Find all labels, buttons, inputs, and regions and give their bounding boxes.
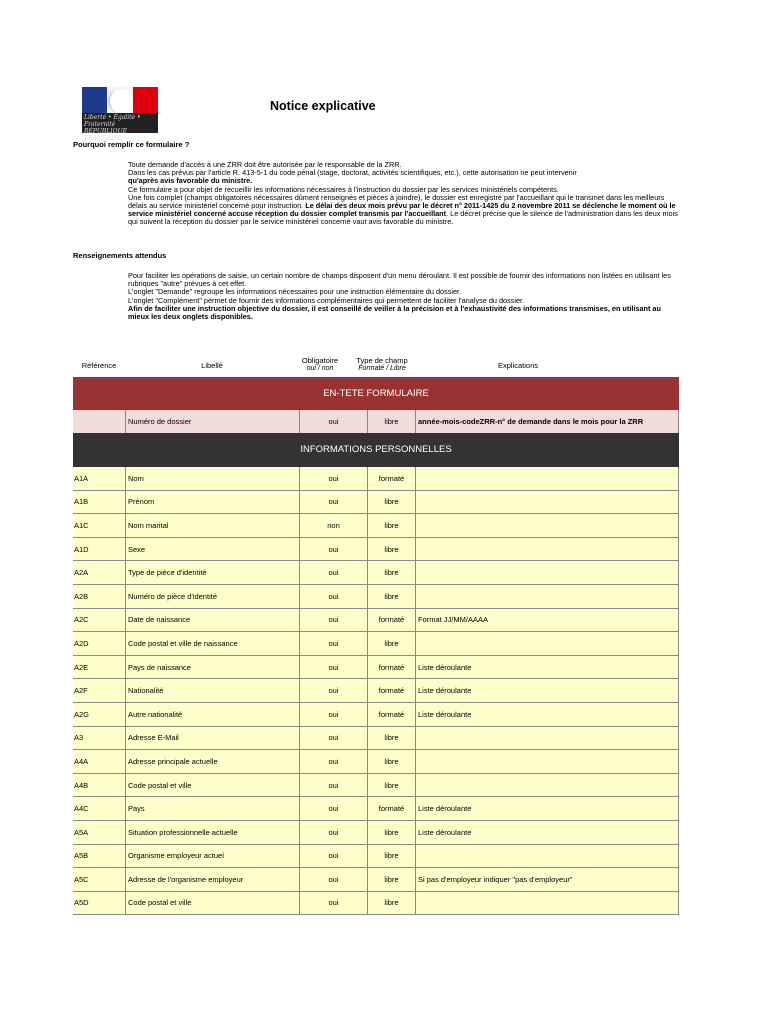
reference-cell: A3 <box>74 733 84 743</box>
republique-francaise-logo <box>82 87 158 142</box>
reference-cell: A4B <box>74 780 89 790</box>
table-row <box>73 845 679 869</box>
explications-cell <box>415 632 679 655</box>
obligatoire-cell: oui <box>299 750 367 773</box>
libelle-cell: Adresse principale actuelle <box>125 750 299 773</box>
libelle-cell: Code postal et ville <box>125 892 299 915</box>
table-row <box>73 491 679 515</box>
table-row <box>73 727 679 751</box>
type-cell: formaté <box>367 656 415 679</box>
explications-cell <box>415 561 679 584</box>
table-row <box>73 585 679 609</box>
paragraph: L'onglet "Complément" permet de fournir des informations complémentaires qui permettent de faciliter l'analyse du dossier. <box>128 295 525 305</box>
explications-cell <box>415 538 679 561</box>
type-cell: formaté <box>367 703 415 726</box>
explications-cell <box>415 467 679 490</box>
table-row <box>73 467 679 491</box>
obligatoire-cell: oui <box>299 679 367 702</box>
col-header-reference: Référence <box>81 361 117 370</box>
obligatoire-cell: oui <box>299 609 367 632</box>
reference-cell: A5B <box>74 851 89 861</box>
type-cell: libre <box>367 585 415 608</box>
personal-info-table <box>73 467 679 915</box>
paragraph: Pour faciliter les opérations de saisie, un certain nombre de champs disposent d'un menu déroulant. Il est possible de fournir des informations non listées en utilisant les rubriques "autre" prévues à cet effet. <box>128 271 671 289</box>
table-row <box>73 514 679 538</box>
libelle-cell: Code postal et ville <box>125 774 299 797</box>
obligatoire-cell: non <box>299 514 367 537</box>
explications-cell: Liste déroulante <box>415 679 679 702</box>
table-row-dossier: Numéro de dossier oui libre année-mois-codeZRR-n° de demande dans le mois pour la ZRR <box>73 410 679 433</box>
type-cell: libre <box>367 491 415 514</box>
libelle-cell: Autre nationalité <box>125 703 299 726</box>
obligatoire-cell: oui <box>299 774 367 797</box>
libelle-cell: Nationalité <box>125 679 299 702</box>
table-row <box>73 797 679 821</box>
reference-cell: A5D <box>74 898 89 908</box>
table-row <box>73 868 679 892</box>
obligatoire-cell: oui <box>299 467 367 490</box>
obligatoire-cell: oui <box>299 797 367 820</box>
reference-cell: A1B <box>74 497 89 507</box>
table-row <box>73 774 679 798</box>
reference-cell: A1A <box>74 473 89 483</box>
obligatoire-cell: oui <box>299 538 367 561</box>
explications-cell <box>415 514 679 537</box>
section-heading-info: Renseignements attendus <box>73 251 167 260</box>
obligatoire-cell: oui <box>299 703 367 726</box>
libelle-cell: Adresse E-Mail <box>125 727 299 750</box>
section-why-text <box>128 161 680 227</box>
libelle-cell: Situation professionnelle actuelle <box>125 821 299 844</box>
libelle-cell: Code postal et ville de naissance <box>125 632 299 655</box>
paragraph: Toute demande d'accès à une ZRR doit être autorisée par le responsable de la ZRR. <box>128 160 402 169</box>
type-cell: libre <box>367 845 415 868</box>
type-cell: libre <box>367 561 415 584</box>
obligatoire-cell: oui <box>299 585 367 608</box>
explications-cell: Liste déroulante <box>415 656 679 679</box>
obligatoire-cell: oui <box>299 821 367 844</box>
marianne-profile-icon <box>108 89 132 113</box>
table-row <box>73 821 679 845</box>
obligatoire-cell: oui <box>299 892 367 915</box>
logo-motto: Liberté • Égalité • Fraternité RÉPUBLIQUE FRANÇAISE <box>82 113 158 133</box>
paragraph: Une fois complet (champs obligatoires nécessaires dûment renseignés et pièces à joindre), le dossier est enregistré par l'accueillant qui le transmet dans les meilleurs délais au service ministériel concerné pour instruction. Le délai des deux mois prévu par le décret n° 2011-1425 du 2 novembre 2011 se déclenche le moment où le service ministériel concerné accuse réception du dossier complet transmis par l'accueillant. Le décret précise que le silence de l'administration dans les deux mois qui suivent la réception du dossier par le service ministériel concerné vaut avis favorable du ministre. <box>128 192 678 227</box>
type-cell: libre <box>367 821 415 844</box>
obligatoire-cell: oui <box>299 561 367 584</box>
reference-cell: A2D <box>74 638 89 648</box>
type-cell: formaté <box>367 679 415 702</box>
paragraph: Ce formulaire a pour objet de recueillir les informations nécessaires à l'instruction du dossier par les services ministériels compétents. <box>128 184 559 194</box>
col-header-explications: Explications <box>497 361 539 370</box>
libelle-cell: Date de naissance <box>125 609 299 632</box>
type-cell: libre <box>367 727 415 750</box>
explications-cell <box>415 892 679 915</box>
obligatoire-cell: oui <box>299 491 367 514</box>
type-cell: libre <box>367 514 415 537</box>
reference-cell: A2A <box>74 568 89 578</box>
reference-cell: A4A <box>74 756 89 766</box>
paragraph: qu'après avis favorable du ministre. <box>128 176 253 186</box>
explications-cell <box>415 585 679 608</box>
obligatoire-cell: oui <box>299 845 367 868</box>
table-row <box>73 632 679 656</box>
section-band-entete: EN-TETE FORMULAIRE <box>73 377 679 410</box>
libelle-cell: Sexe <box>125 538 299 561</box>
col-header-libelle: Libellé <box>201 361 223 370</box>
paragraph: L'onglet "Demande" regroupe les informations nécessaires pour une instruction élémentaire du dossier. <box>128 287 462 297</box>
type-cell: libre <box>367 632 415 655</box>
libelle-cell: Nom <box>125 467 299 490</box>
reference-cell: A2F <box>74 686 88 696</box>
reference-cell: A2G <box>74 709 90 719</box>
table-row <box>73 750 679 774</box>
table-row <box>73 679 679 703</box>
type-cell: libre <box>367 774 415 797</box>
table-row <box>73 892 679 916</box>
reference-cell: A5C <box>74 874 89 884</box>
table-row <box>73 703 679 727</box>
table-row <box>73 656 679 680</box>
explications-cell: Liste déroulante <box>415 703 679 726</box>
section-band-personnelles: INFORMATIONS PERSONNELLES <box>73 433 679 467</box>
explications-cell <box>415 774 679 797</box>
libelle-cell: Type de pièce d'identité <box>125 561 299 584</box>
type-cell: formaté <box>367 467 415 490</box>
table-row <box>73 561 679 585</box>
libelle-cell: Pays de naissance <box>125 656 299 679</box>
explications-cell <box>415 845 679 868</box>
explications-cell: Liste déroulante <box>415 821 679 844</box>
type-cell: libre <box>367 868 415 891</box>
obligatoire-cell: oui <box>299 632 367 655</box>
libelle-cell: Adresse de l'organisme employeur <box>125 868 299 891</box>
obligatoire-cell: oui <box>299 868 367 891</box>
libelle-cell: Prénom <box>125 491 299 514</box>
libelle-cell: Numéro de pièce d'identité <box>125 585 299 608</box>
reference-cell: A4C <box>74 804 89 814</box>
reference-cell: A2E <box>74 662 89 672</box>
paragraph: Afin de faciliter une instruction objective du dossier, il est conseillé de veiller à la précision et à l'exhaustivité des informations transmises, en utilisant au mieux les deux onglets disponibles. <box>128 303 661 322</box>
paragraph: Dans les cas prévus par l'article R. 413-5-1 du code pénal (stage, doctorat, activités scientifiques, etc.), cette autorisation ne peut intervenir <box>128 168 577 178</box>
reference-cell: A2B <box>74 591 89 601</box>
type-cell: formaté <box>367 609 415 632</box>
section-info-text <box>128 272 680 321</box>
section-heading-why: Pourquoi remplir ce formulaire ? <box>73 140 190 149</box>
type-cell: libre <box>367 538 415 561</box>
explications-cell <box>415 491 679 514</box>
explications-cell <box>415 727 679 750</box>
reference-cell: A1C <box>74 520 89 530</box>
libelle-cell: Pays <box>125 797 299 820</box>
explications-cell: Format JJ/MM/AAAA <box>415 609 679 632</box>
explications-cell: Liste déroulante <box>415 797 679 820</box>
explications-cell <box>415 750 679 773</box>
obligatoire-cell: oui <box>299 727 367 750</box>
col-header-type: Type de champ Formaté / Libre <box>356 356 408 372</box>
obligatoire-cell: oui <box>299 656 367 679</box>
explications-cell: Si pas d'employeur indiquer "pas d'employeur" <box>415 868 679 891</box>
page-title: Notice explicative <box>270 99 376 113</box>
reference-cell: A2C <box>74 615 89 625</box>
libelle-cell: Nom marital <box>125 514 299 537</box>
col-header-obligatoire: Obligatoire oui / non <box>301 356 339 372</box>
type-cell: formaté <box>367 797 415 820</box>
table-row <box>73 538 679 562</box>
table-row <box>73 609 679 633</box>
libelle-cell: Organisme employeur actuel <box>125 845 299 868</box>
reference-cell: A5A <box>74 827 89 837</box>
reference-cell: A1D <box>74 544 89 554</box>
type-cell: libre <box>367 750 415 773</box>
type-cell: libre <box>367 892 415 915</box>
